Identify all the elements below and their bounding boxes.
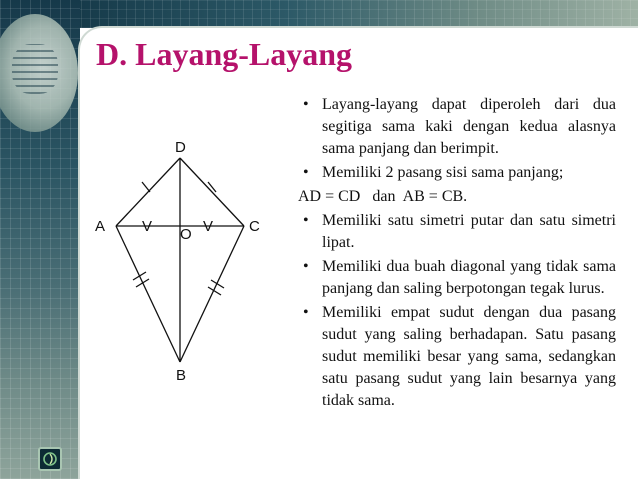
list-item [298,302,616,412]
bullet-dot: • [303,304,309,321]
vertex-label-b: B [176,367,187,384]
tick-dc [208,182,216,192]
list-item-text: Memiliki satu simetri putar dan satu simetri lipat. [322,212,616,251]
list-item-text: AD = CD dan AB = CB. [298,188,468,205]
decorative-top-band [0,0,638,28]
logo-icon [38,447,62,471]
side-ab [116,226,180,362]
bullet-dot: • [303,164,309,181]
side-dc [180,158,244,226]
double-tick-ab-2 [136,279,149,287]
vertex-label-c: C [249,218,260,235]
list-item [298,210,616,254]
list-item-text: Layang-layang dapat diperoleh dari dua segitiga sama kaki dengan kedua alasnya sama panjang dan berimpit. [322,96,616,157]
bullet-dot: • [303,258,309,275]
list-item-equation [298,186,616,208]
list-item [298,94,616,160]
double-tick-ab-1 [133,272,146,280]
side-ad [116,158,180,226]
bullet-dot: • [303,96,309,113]
list-item [298,162,616,184]
list-item-text: Memiliki dua buah diagonal yang tidak sama panjang dan saling berpotongan tegak lurus. [322,258,616,297]
side-cb [180,226,244,362]
kite-diagram [86,130,278,382]
angle-mark-c: V [203,218,214,235]
center-label-o: O [180,226,192,243]
tick-ad [142,182,150,192]
angle-mark-a: V [142,218,153,235]
vertex-label-d: D [175,139,186,156]
swirl-icon [42,451,58,467]
list-item [298,256,616,300]
vertex-label-a: A [95,218,106,235]
list-item-text: Memiliki empat sudut dengan dua pasang sudut yang saling berhadapan. Satu pasang sudut memiliki besar yang sama, sedangkan satu pasang sudut yang lain besarnya yang tidak sama. [322,304,616,409]
slide-title: D. Layang-Layang [96,36,353,72]
bullet-dot: • [303,212,309,229]
bullet-list [298,94,616,414]
list-item-text: Memiliki 2 pasang sisi sama panjang; [322,164,564,181]
